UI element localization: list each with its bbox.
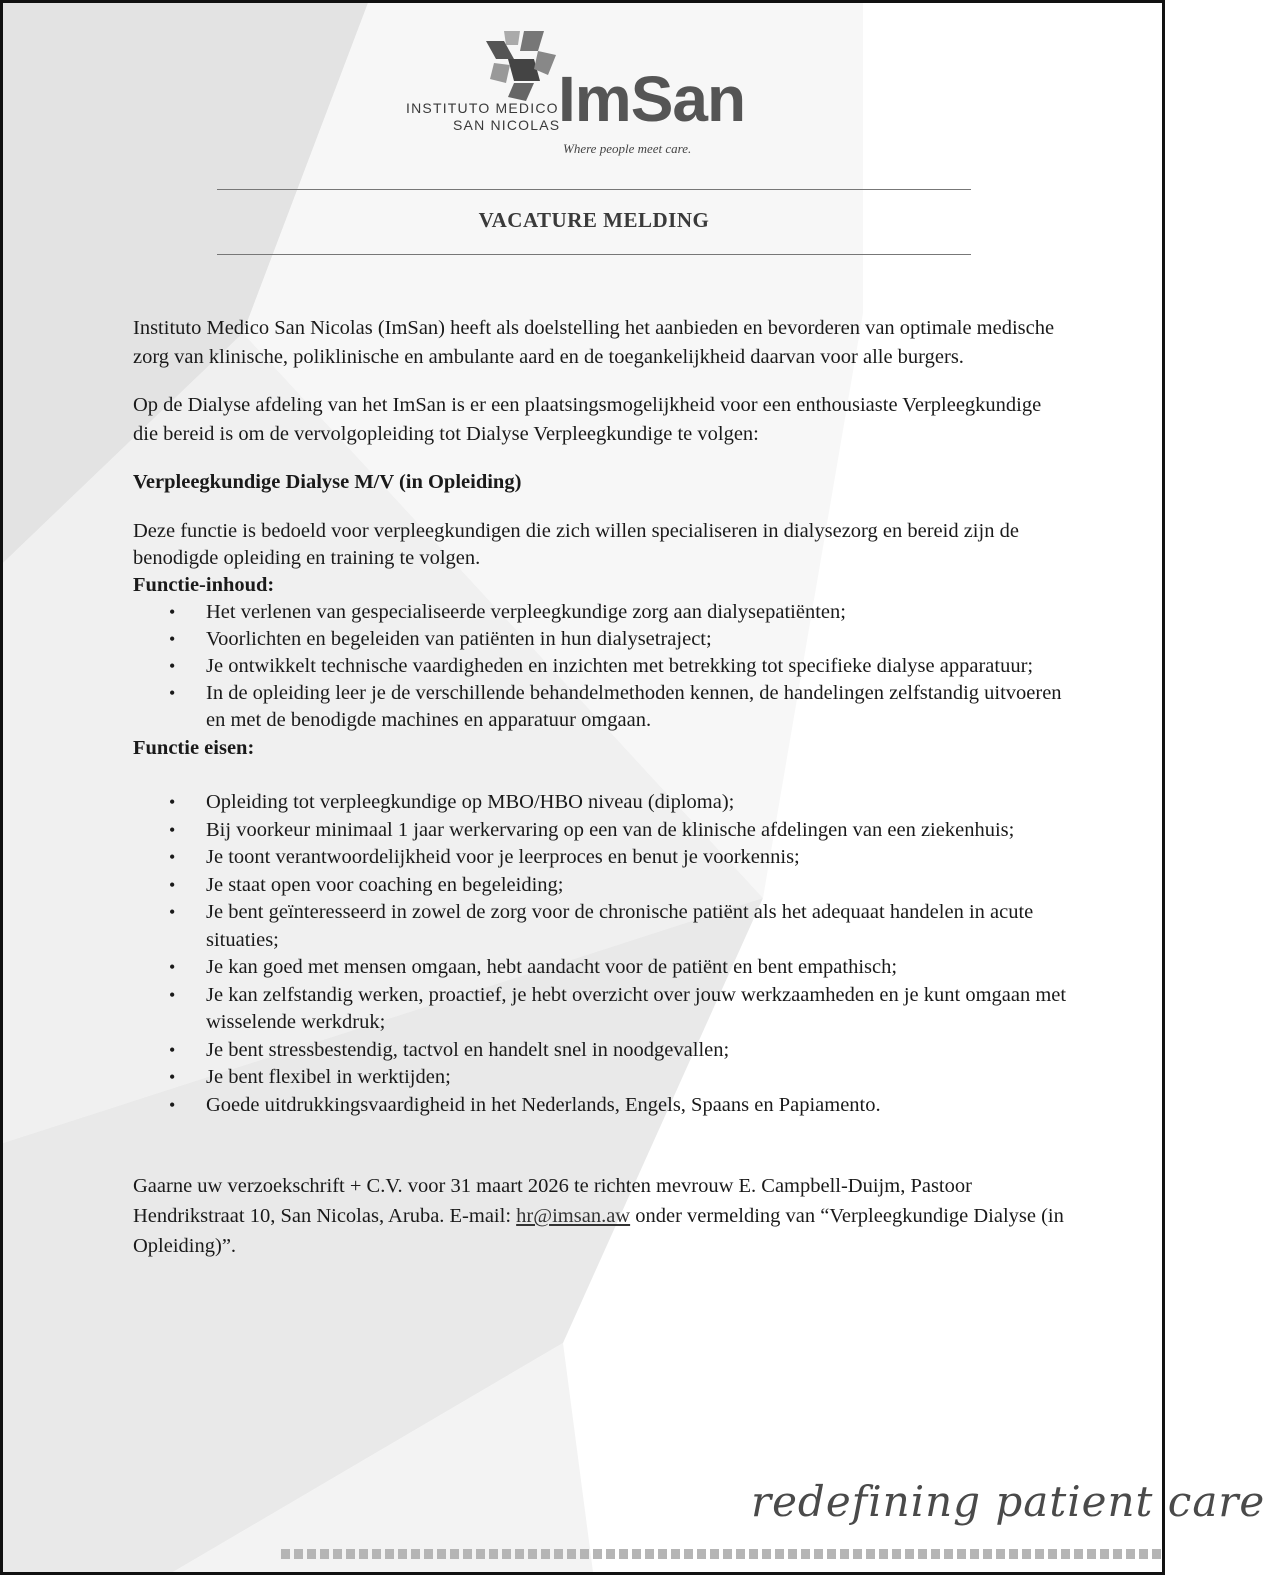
role-title: Verpleegkundige Dialyse M/V (in Opleiding) [133, 471, 522, 493]
title-rule-bottom [217, 254, 971, 255]
bullet-icon: • [169, 819, 176, 840]
list-item-text: Je ontwikkelt technische vaardigheden en inzichten met betrekking tot specifieke dialyse apparatuur; [206, 655, 1034, 677]
logo-tagline: Where people meet care. [563, 141, 692, 156]
list-item [133, 872, 1068, 900]
bullet-icon: • [169, 902, 176, 922]
bullet-icon: • [169, 629, 176, 649]
list-item [133, 1037, 1068, 1065]
functie-inhoud-heading: Functie-inhoud: [133, 574, 275, 596]
list-item [133, 789, 1068, 817]
bullet-icon: • [169, 1039, 176, 1060]
bullet-icon: • [169, 1094, 176, 1115]
functie-eisen-heading: Functie eisen: [133, 737, 255, 759]
list-item [133, 599, 1068, 626]
logo-brand-name: ImSan [558, 63, 746, 135]
list-item [133, 653, 1068, 680]
bullet-icon: • [169, 1067, 176, 1087]
vacancy-body [133, 314, 1068, 1261]
title-rule-top [217, 189, 971, 190]
list-item [133, 817, 1068, 845]
logo-org-line1: INSTITUTO MEDICO [406, 100, 559, 116]
bullet-icon: • [169, 602, 176, 622]
list-item [133, 982, 1068, 1037]
intro-paragraph: Instituto Medico San Nicolas (ImSan) heeft als doelstelling het aanbieden en bevorderen van optimale medische zorg van klinische, poliklinische en ambulante aard en de toegankelijkheid daarvan voor alle burgers. [133, 317, 1055, 368]
functie-eisen-list [133, 789, 1068, 1119]
footer-dash-bar [281, 1549, 1161, 1559]
list-item-text: Het verlenen van gespecialiseerde verpleegkundige zorg aan dialysepatiënten; [206, 601, 846, 623]
list-item-text: Je kan zelfstandig werken, proactief, je hebt overzicht over jouw werkzaamheden en je kunt omgaan met wisselende werkdruk; [206, 983, 1067, 1033]
signature-tagline: redefining patient care [751, 1477, 1265, 1526]
list-item [133, 626, 1068, 653]
list-item-text: Opleiding tot verpleegkundige op MBO/HBO niveau (diploma); [206, 791, 735, 813]
list-item [133, 680, 1068, 734]
list-item-text: Je kan goed met mensen omgaan, hebt aandacht voor de patiënt en bent empathisch; [206, 956, 898, 978]
list-item [133, 844, 1068, 872]
list-item-text: Je toont verantwoordelijkheid voor je leerproces en benut je voorkennis; [206, 846, 800, 868]
list-item-text: Goede uitdrukkingsvaardigheid in het Nederlands, Engels, Spaans en Papiamento. [206, 1093, 881, 1116]
closing-text-after: onder vermelding van “Verpleegkundige Dialyse (in Opleiding)”. [133, 1205, 1064, 1257]
list-item [133, 1092, 1068, 1120]
imsan-logo [398, 27, 798, 162]
list-item-text: Je staat open voor coaching en begeleiding; [206, 873, 564, 896]
bullet-icon: • [169, 874, 176, 895]
list-item-text: Je bent stressbestendig, tactvol en handelt snel in noodgevallen; [206, 1038, 730, 1061]
list-item [133, 899, 1068, 954]
bullet-icon: • [169, 683, 176, 703]
list-item [133, 954, 1068, 982]
page-title: VACATURE MELDING [478, 208, 710, 232]
closing-paragraph [133, 1171, 1068, 1261]
email-link[interactable]: hr@imsan.aw [516, 1205, 631, 1227]
role-description: Deze functie is bedoeld voor verpleegkundigen die zich willen specialiseren in dialysezorg en bereid zijn de benodigde opleiding en training te volgen. [133, 520, 1019, 569]
logo-org-line2: SAN NICOLAS [453, 117, 561, 133]
list-item-text: Je bent geïnteresseerd in zowel de zorg voor de chronische patiënt als het adequaat handelen in acute situaties; [206, 901, 1034, 951]
logo-mark-icon [486, 31, 556, 101]
dialyse-paragraph: Op de Dialyse afdeling van het ImSan is er een plaatsingsmogelijkheid voor een enthousiaste Verpleegkundige die bereid is om de vervolgopleiding tot Dialyse Verpleegkundige te volgen: [133, 394, 1042, 445]
bullet-icon: • [169, 656, 176, 676]
bullet-icon: • [169, 847, 176, 867]
list-item-text: Bij voorkeur minimaal 1 jaar werkervaring op een van de klinische afdelingen van een ziekenhuis; [206, 818, 1015, 841]
list-item-text: Voorlichten en begeleiden van patiënten in hun dialysetraject; [206, 628, 712, 650]
functie-inhoud-list [133, 599, 1068, 734]
list-item-text: In de opleiding leer je de verschillende behandelmethoden kennen, de handelingen zelfstandig uitvoeren en met de benodigde machines en apparatuur omgaan. [206, 682, 1062, 731]
bullet-icon: • [169, 792, 176, 812]
list-item [133, 1064, 1068, 1092]
bullet-icon: • [169, 957, 176, 977]
bullet-icon: • [169, 984, 176, 1005]
closing-text-before: Gaarne uw verzoekschrift + C.V. voor 31 maart 2026 te richten mevrouw E. Campbell-Duijm, Pastoor Hendrikstraat 10, San Nicolas, Aruba. E-mail: [133, 1175, 972, 1227]
list-item-text: Je bent flexibel in werktijden; [206, 1066, 451, 1088]
